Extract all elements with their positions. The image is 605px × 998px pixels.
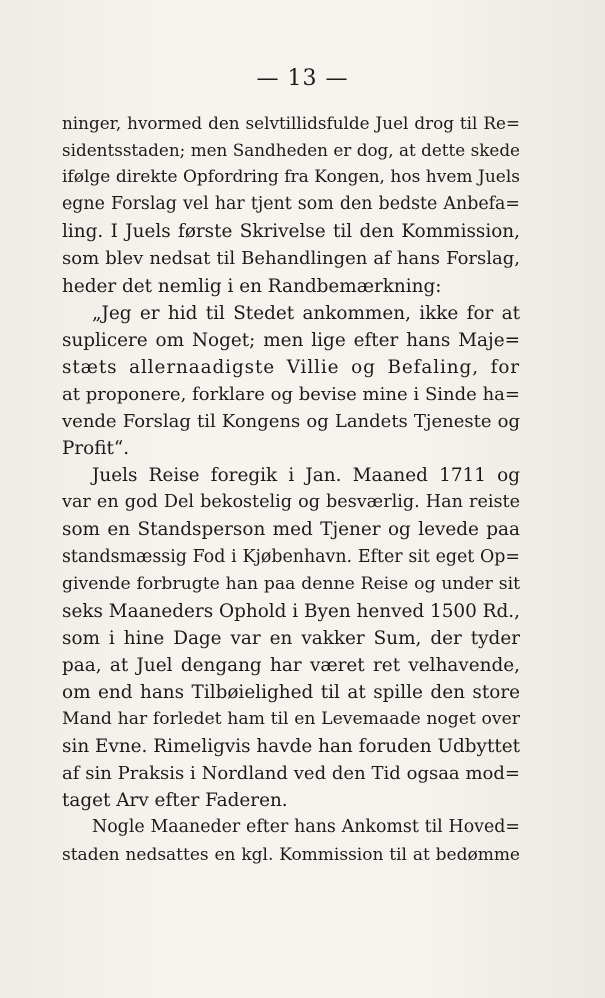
- text-line: vende Forslag til Kongens og Landets Tjeneste og: [62, 411, 520, 433]
- text-line: stæts allernaadigste Villie og Befaling, for: [62, 356, 520, 378]
- text-line: at proponere, forklare og bevise mine i Sinde ha=: [62, 383, 520, 405]
- text-line: Mand har forledet ham til en Levemaade noget over: [62, 709, 520, 730]
- text-line: heder det nemlig i en Randbemærkning:: [62, 275, 442, 297]
- page-number: — 13 —: [256, 66, 349, 91]
- text-line: som blev nedsat til Behandlingen af hans Forslag,: [62, 248, 520, 270]
- text-line: suplicere om Noget; men lige efter hans Maje=: [62, 329, 520, 351]
- text-line: egne Forslag vel har tjent som den bedste Anbefa=: [62, 194, 520, 215]
- text-line: staden nedsattes en kgl. Kommission til at bedømme: [62, 844, 520, 865]
- text-line: ninger, hvormed den selvtillidsfulde Juel drog til Re=: [62, 113, 520, 133]
- text-line: ifølge direkte Opfordring fra Kongen, hos hvem Juels: [62, 167, 520, 188]
- body-text: [62, 110, 520, 869]
- text-line: af sin Praksis i Nordland ved den Tid ogsaa mod=: [62, 763, 520, 785]
- text-line: sidentsstaden; men Sandheden er dog, at dette skede: [62, 140, 520, 161]
- text-line: sin Evne. Rimeligvis havde han foruden Udbyttet: [62, 736, 520, 758]
- text-line: paa, at Juel dengang har været ret velhavende,: [62, 654, 520, 676]
- text-line: seks Maaneders Ophold i Byen henved 1500 Rd.,: [62, 600, 520, 622]
- text-line: givende forbrugte han paa denne Reise og under sit: [62, 573, 520, 594]
- text-line: Juels Reise foregik i Jan. Maaned 1711 og: [92, 465, 520, 487]
- text-line: Profit“.: [62, 438, 130, 460]
- text-line: om end hans Tilbøielighed til at spille den store: [62, 681, 520, 703]
- text-line: Nogle Maaneder efter hans Ankomst til Hoved=: [92, 817, 520, 838]
- text-line: som en Standsperson med Tjener og levede paa: [62, 519, 520, 541]
- text-line: som i hine Dage var en vakker Sum, der tyder: [62, 627, 520, 649]
- text-line: var en god Del bekostelig og besværlig. Han reiste: [62, 492, 520, 513]
- text-line: ling. I Juels første Skrivelse til den Kommission,: [62, 221, 520, 243]
- text-line: standsmæssig Fod i Kjøbenhavn. Efter sit eget Op=: [62, 546, 520, 567]
- text-line: taget Arv efter Faderen.: [62, 790, 288, 812]
- text-line: „Jeg er hid til Stedet ankommen, ikke for at: [92, 302, 520, 324]
